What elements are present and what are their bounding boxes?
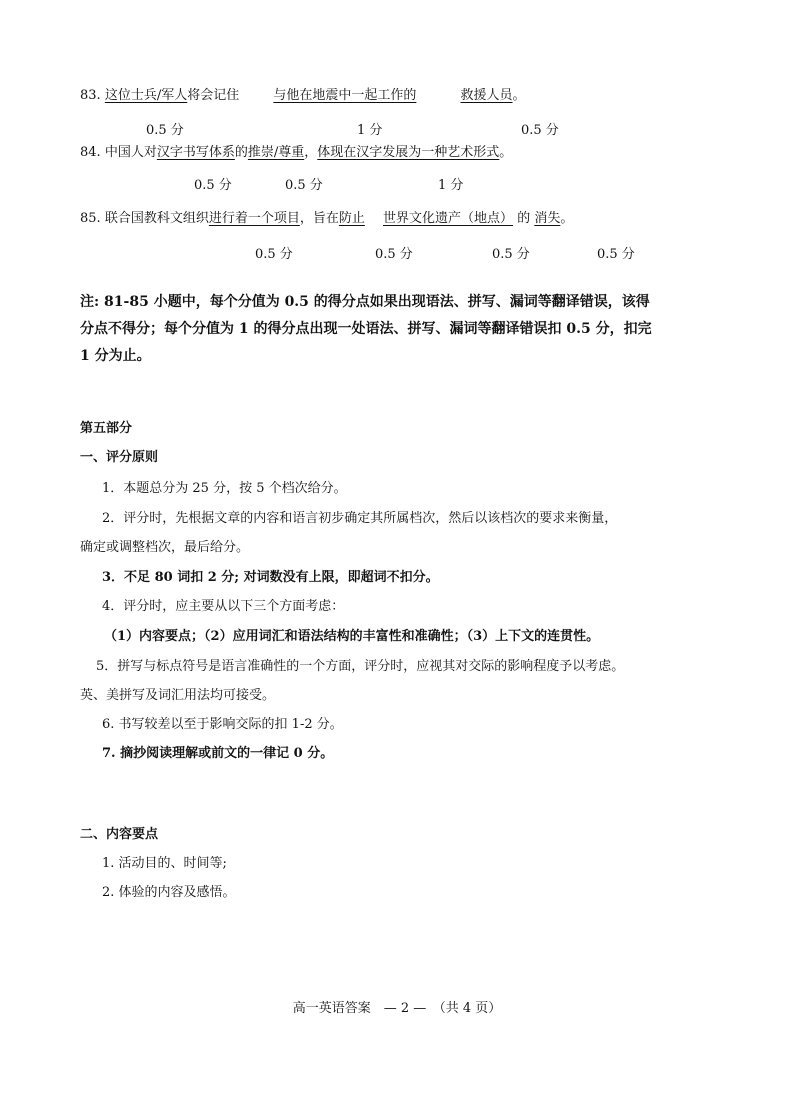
q84-number: 84. [80,145,101,160]
q83-number: 83. [80,88,101,103]
q85-part2: 进行着一个项目 [208,211,300,226]
rule-3: 3．不足 80 词扣 2 分; 对词数没有上限，即超词不扣分。 [102,570,439,585]
content-point-2: 2. 体验的内容及感悟。 [102,885,236,900]
q84-part3: 的 [234,145,248,160]
q85-score-2: 0.5 分 [375,247,413,262]
q83-score-1: 0.5 分 [146,123,184,138]
q85-part3: ，旨在 [299,211,339,226]
q85-score-1: 0.5 分 [255,247,293,262]
section2-title: 二、内容要点 [80,827,159,842]
q84-line [80,141,512,160]
q84-score-3: 1 分 [438,178,464,193]
q83-score-2: 1 分 [357,123,383,138]
q84-score-1: 0.5 分 [194,178,232,193]
note-line-3: 1 分为止。 [80,348,151,364]
q85-score-4: 0.5 分 [597,247,635,262]
note-line-2: 分点不得分；每个分值为 1 的得分点出现一处语法、拼写、漏词等翻译错误扣 0.5 分，扣完 [80,321,652,337]
content-point-1: 1. 活动目的、时间等; [102,856,227,871]
rule-4: 4．评分时，应主要从以下三个方面考虑： [102,599,345,614]
q83-end: 。 [512,88,526,103]
note-line-1: 注: 81-85 小题中，每个分值为 0.5 的得分点如果出现语法、拼写、漏词等翻译错误，该得 [80,294,650,310]
rule-6: 6. 书写较差以至于影响交际的扣 1-2 分。 [102,717,343,732]
rule-5-cont: 英、美拼写及词汇用法均可接受。 [80,688,276,703]
q84-part2: 汉字书写体系 [156,145,235,160]
rule-7: 7. 摘抄阅读理解或前文的一律记 0 分。 [102,746,334,761]
q83-part2: 将会记住 [187,88,240,103]
rule-1: 1．本题总分为 25 分，按 5 个档次给分。 [102,481,347,496]
q85-part4: 防止 [338,211,365,226]
rule-2-cont: 确定或调整档次，最后给分。 [80,540,250,555]
section1-title: 一、评分原则 [80,450,159,465]
q83-part3: 与他在地震中一起工作的 [273,88,417,103]
rule-4-aspects: （1）内容要点；（2）应用词汇和语法结构的丰富性和准确性；（3）上下文的连贯性。 [104,629,600,644]
q85-number: 85. [80,211,101,226]
page-footer: 高一英语答案 — 2 — （共 4 页） [292,1001,502,1016]
q85-part1: 联合国教科文组织 [104,211,209,226]
q85-part6: 的 [517,211,531,226]
q85-end: 。 [560,211,574,226]
q83-score-3: 0.5 分 [521,123,559,138]
q84-part6: 体现在汉字发展为一种艺术形式 [317,145,500,160]
q84-part1: 中国人对 [104,145,157,160]
q83-part1: 这位士兵/军人 [104,88,188,103]
q84-score-2: 0.5 分 [285,178,323,193]
q84-end: 。 [499,145,513,160]
q84-part5: ， [304,145,318,160]
q85-score-3: 0.5 分 [492,247,530,262]
q83-part4: 救援人员 [460,88,513,103]
q85-part7: 消失 [534,211,561,226]
rule-2: 2．评分时，先根据文章的内容和语言初步确定其所属档次，然后以该档次的要求来衡量， [102,511,618,526]
q85-part5: 世界文化遗产（地点） [383,211,514,226]
rule-5: 5．拼写与标点符号是语言准确性的一个方面，评分时，应视其对交际的影响程度予以考虑。 [96,659,625,674]
q85-line [80,207,573,226]
part5-title: 第五部分 [80,421,133,436]
q84-part4: 推崇/尊重 [247,145,305,160]
q83-line [80,84,526,103]
